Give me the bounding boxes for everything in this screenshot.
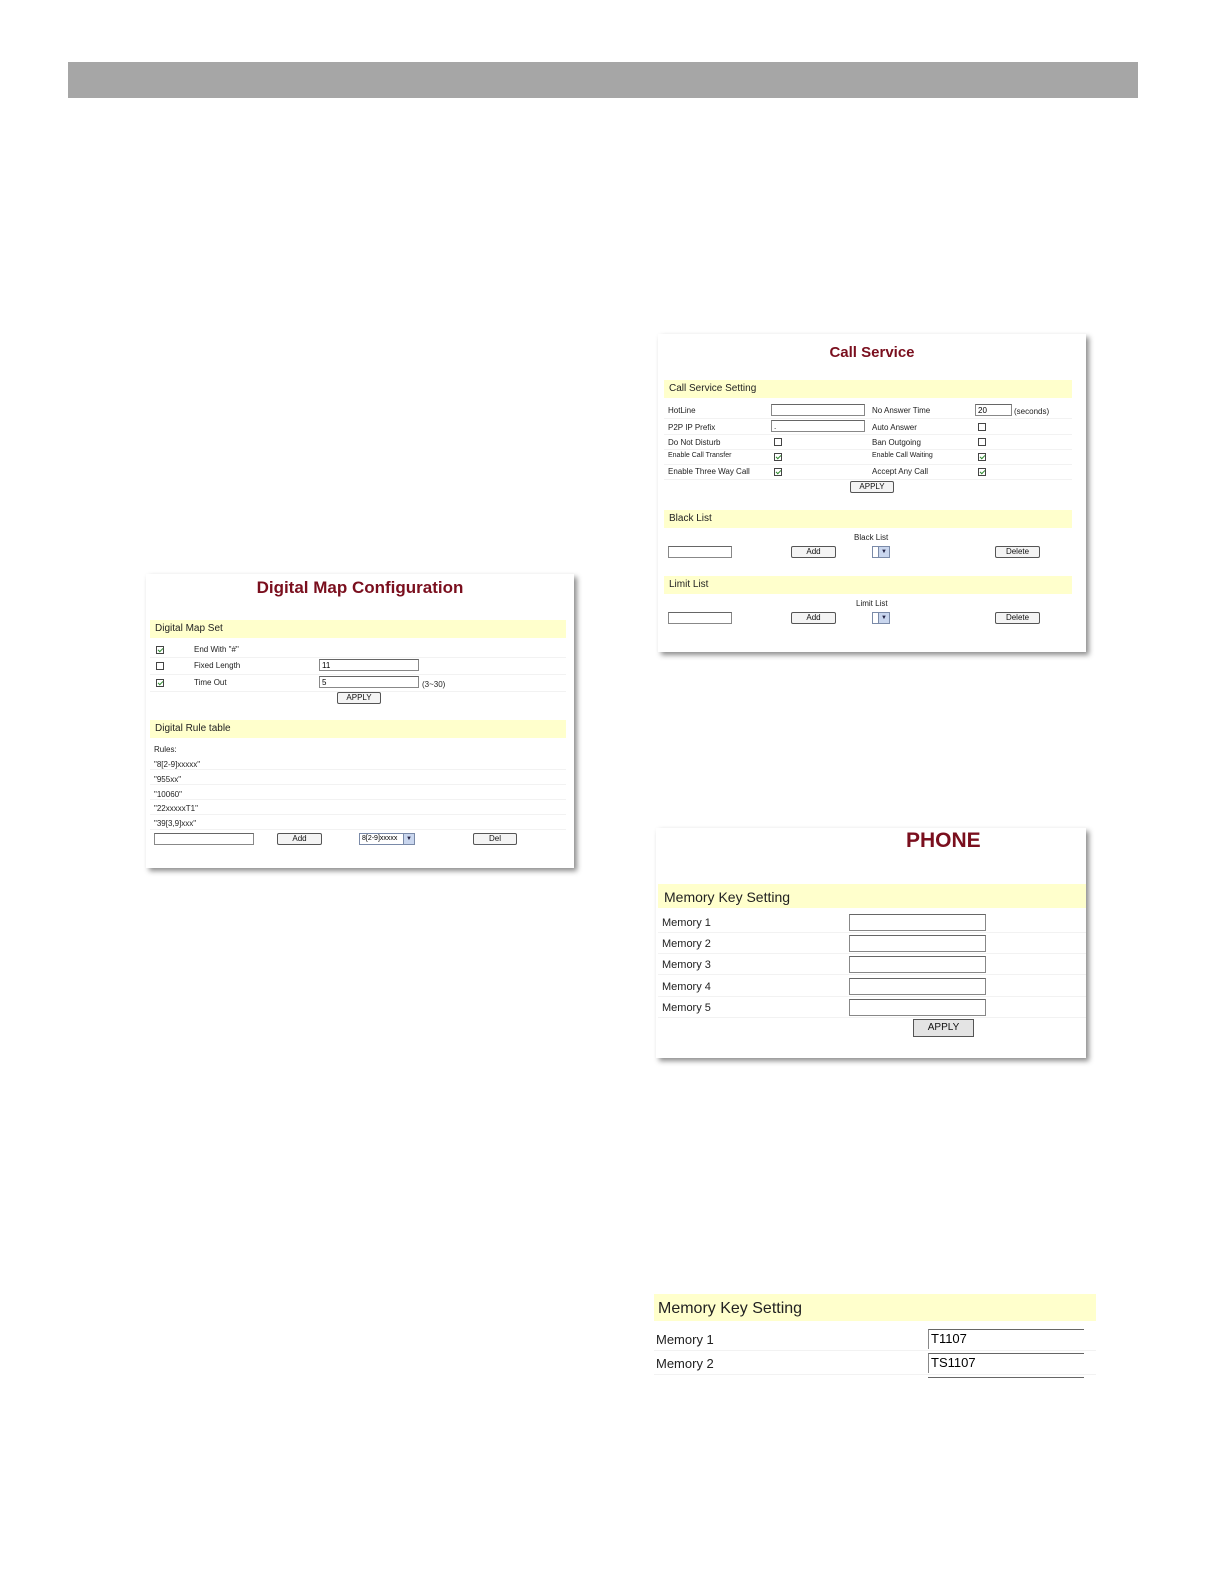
digital-rule-label: Digital Rule table	[155, 723, 231, 734]
rule-del-button[interactable]: Del	[473, 833, 517, 845]
three-way-checkbox[interactable]	[774, 468, 782, 476]
chevron-down-icon[interactable]: ▼	[878, 547, 889, 557]
memory-input[interactable]	[849, 999, 986, 1016]
call-service-apply-button[interactable]: APPLY	[850, 481, 894, 493]
p2p-row	[664, 419, 1072, 435]
hotline-label: HotLine	[668, 406, 696, 415]
black-list-add-button[interactable]: Add	[791, 546, 836, 558]
limit-list-header	[664, 576, 1072, 594]
black-list-label: Black List	[669, 513, 712, 524]
rule-item: "8[2-9]xxxxx"	[154, 760, 201, 769]
p2p-prefix-input[interactable]: .	[771, 420, 865, 432]
call-waiting-checkbox[interactable]	[978, 453, 986, 461]
end-with-checkbox[interactable]	[156, 646, 164, 654]
memory-label: Memory 2	[662, 938, 711, 950]
rules-label: Rules:	[154, 745, 177, 754]
black-list-input[interactable]	[668, 546, 732, 558]
page-header-bar	[68, 62, 1138, 98]
limit-list-select[interactable]	[872, 612, 890, 624]
time-out-label: Time Out	[194, 678, 227, 687]
end-with-label: End With "#"	[194, 645, 239, 654]
time-out-checkbox[interactable]	[156, 679, 164, 687]
digital-map-panel	[146, 574, 574, 868]
no-answer-time-input[interactable]: 20	[975, 404, 1012, 416]
call-service-panel	[658, 334, 1086, 652]
chevron-down-icon[interactable]: ▼	[403, 834, 414, 844]
memory-zoom-label-2: Memory 2	[656, 1356, 714, 1371]
memory-zoom-panel	[654, 1294, 1096, 1380]
memory-key-label: Memory Key Setting	[664, 889, 791, 905]
call-service-setting-header	[664, 380, 1072, 398]
memory-zoom-label-1: Memory 1	[656, 1332, 714, 1347]
rule-row	[150, 801, 566, 815]
seconds-label: (seconds)	[1014, 407, 1050, 416]
digital-map-apply-button[interactable]: APPLY	[337, 692, 381, 704]
do-not-disturb-row	[664, 435, 1072, 450]
memory-label: Memory 4	[662, 981, 711, 993]
rule-item: "955xx"	[154, 775, 182, 784]
time-out-input[interactable]: 5	[319, 676, 419, 688]
call-waiting-label: Enable Call Waiting	[872, 452, 933, 459]
black-list-select[interactable]	[872, 546, 890, 558]
rule-add-button[interactable]: Add	[277, 833, 322, 845]
accept-any-label: Accept Any Call	[872, 467, 929, 476]
memory-input[interactable]	[849, 956, 986, 973]
time-out-range: (3~30)	[422, 680, 446, 689]
call-transfer-checkbox[interactable]	[774, 453, 782, 461]
p2p-prefix-label: P2P IP Prefix	[668, 423, 716, 432]
rule-row	[150, 756, 566, 770]
black-list-delete-button[interactable]: Delete	[995, 546, 1040, 558]
do-not-disturb-checkbox[interactable]	[774, 438, 782, 446]
limit-list-caption: Limit List	[856, 599, 888, 608]
limit-list-label: Limit List	[669, 579, 709, 590]
black-list-caption: Black List	[854, 533, 889, 542]
hotline-input[interactable]	[771, 404, 865, 416]
rule-item: "22xxxxxT1"	[154, 804, 198, 813]
memory-zoom-label: Memory Key Setting	[658, 1300, 803, 1317]
fixed-length-input[interactable]: 11	[319, 659, 419, 671]
digital-map-set-label: Digital Map Set	[155, 623, 223, 634]
memory-input[interactable]	[849, 978, 986, 995]
limit-list-input[interactable]	[668, 612, 732, 624]
call-service-setting-label: Call Service Setting	[669, 383, 757, 394]
call-service-title: Call Service	[829, 344, 915, 361]
ban-outgoing-checkbox[interactable]	[978, 438, 986, 446]
rule-input[interactable]	[154, 833, 254, 845]
three-way-label: Enable Three Way Call	[668, 467, 750, 476]
limit-list-add-button[interactable]: Add	[791, 612, 836, 624]
digital-map-set-header	[150, 620, 566, 638]
phone-panel	[656, 828, 1086, 1058]
rule-select-value: 8[2-9]xxxxx	[362, 835, 398, 842]
rule-row	[150, 816, 566, 830]
rule-item: "10060"	[154, 790, 182, 799]
memory-zoom-header	[654, 1294, 1096, 1321]
memory-label: Memory 1	[662, 917, 711, 929]
memory-zoom-next-input-edge	[928, 1377, 1084, 1380]
memory-input[interactable]	[849, 935, 986, 952]
chevron-down-icon[interactable]: ▼	[878, 613, 889, 623]
digital-map-title: Digital Map Configuration	[256, 578, 464, 597]
memory-apply-button[interactable]: APPLY	[913, 1019, 974, 1037]
rule-select[interactable]	[359, 833, 415, 845]
ban-outgoing-label: Ban Outgoing	[872, 438, 921, 447]
rule-row	[150, 786, 566, 800]
fixed-length-label: Fixed Length	[194, 661, 241, 670]
digital-rule-header	[150, 720, 566, 738]
auto-answer-checkbox[interactable]	[978, 423, 986, 431]
memory-label: Memory 3	[662, 959, 711, 971]
limit-list-delete-button[interactable]: Delete	[995, 612, 1040, 624]
no-answer-time-label: No Answer Time	[872, 406, 931, 415]
black-list-header	[664, 510, 1072, 528]
phone-title: PHONE	[906, 829, 981, 852]
accept-any-checkbox[interactable]	[978, 468, 986, 476]
call-transfer-label: Enable Call Transfer	[668, 452, 732, 459]
fixed-length-checkbox[interactable]	[156, 662, 164, 670]
rule-row	[150, 771, 566, 785]
memory-label: Memory 5	[662, 1002, 711, 1014]
memory-zoom-input-2[interactable]: TS1107	[928, 1353, 1084, 1373]
rule-item: "39[3,9]xxx"	[154, 819, 197, 828]
memory-input[interactable]	[849, 914, 986, 931]
memory-key-header	[658, 884, 1086, 908]
auto-answer-label: Auto Answer	[872, 423, 917, 432]
do-not-disturb-label: Do Not Disturb	[668, 438, 721, 447]
memory-zoom-input-1[interactable]: T1107	[928, 1329, 1084, 1349]
